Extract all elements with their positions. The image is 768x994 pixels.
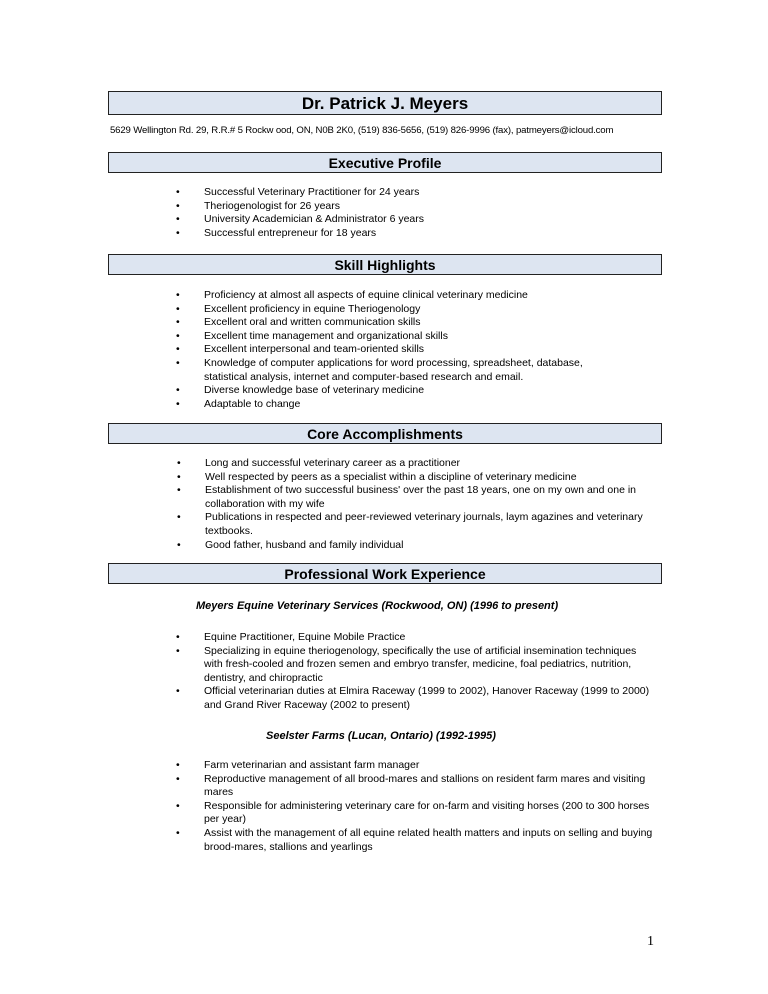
- list-item: • Official veterinarian duties at Elmira Raceway (1999 to 2002), Hanover Raceway (1999 to 2000) and Grand River Raceway (2002 to present): [176, 685, 650, 711]
- list-item: • Knowledge of computer applications for word processing, spreadsheet, database, statistical analysis, internet and computer-based research and email.: [176, 356, 583, 383]
- name-header: [108, 91, 662, 115]
- section-skill-highlights: [108, 254, 662, 275]
- list-item: • Successful Veterinary Practitioner for 24 years: [176, 186, 420, 198]
- section-title: Core Accomplishments: [307, 426, 463, 442]
- list-item: • Well respected by peers as a specialist within a discipline of veterinary medicine: [177, 470, 577, 483]
- list-item: • Excellent proficiency in equine Theriogenology: [176, 302, 421, 315]
- list-item: • Establishment of two successful business' over the past 18 years, one on my own and one in collaboration with my wife: [177, 484, 636, 510]
- list-item: • Farm veterinarian and assistant farm manager: [176, 759, 420, 771]
- section-title: Skill Highlights: [334, 257, 436, 273]
- list-item: • Excellent oral and written communication skills: [176, 316, 421, 329]
- section-title: Professional Work Experience: [284, 566, 486, 582]
- list-item: • Equine Practitioner, Equine Mobile Practice: [176, 631, 406, 643]
- job-duties-list: [176, 631, 656, 713]
- core-accomplishments-list: [177, 457, 663, 552]
- employer-heading: Seelster Farms (Lucan, Ontario) (1992-1995): [266, 730, 496, 742]
- list-item: • University Academician & Administrator 6 years: [176, 213, 425, 226]
- section-core-accomplishments: [108, 423, 662, 444]
- executive-profile-list: [176, 186, 636, 240]
- list-item: • Publications in respected and peer-reviewed veterinary journals, laym agazines and veterinary textbooks.: [177, 511, 643, 537]
- list-item: • Responsible for administering veterinary care for on-farm and visiting horses (200 to 300 horses per year): [176, 799, 650, 826]
- list-item: • Good father, husband and family individual: [177, 538, 404, 551]
- list-item: • Reproductive management of all brood-mares and stallions on resident farm mares and visiting mares: [176, 772, 646, 799]
- list-item: • Excellent time management and organizational skills: [176, 329, 448, 342]
- list-item: • Adaptable to change: [176, 397, 301, 410]
- list-item: • Long and successful veterinary career as a practitioner: [177, 457, 461, 469]
- employer-heading: Meyers Equine Veterinary Services (Rockwood, ON) (1996 to present): [196, 600, 559, 612]
- list-item: • Proficiency at almost all aspects of equine clinical veterinary medicine: [176, 289, 528, 301]
- list-item: • Excellent interpersonal and team-oriented skills: [176, 343, 425, 356]
- page-number: 1: [647, 934, 654, 949]
- job-duties-list: [176, 759, 656, 854]
- list-item: • Diverse knowledge base of veterinary medicine: [176, 384, 425, 397]
- list-item: • Theriogenologist for 26 years: [176, 199, 340, 212]
- section-title: Executive Profile: [328, 155, 442, 171]
- list-item: • Successful entrepreneur for 18 years: [176, 226, 377, 239]
- list-item: • Assist with the management of all equine related health matters and inputs on selling and buying brood-mares, stallions and yearlings: [176, 826, 653, 853]
- skill-highlights-list: [176, 289, 622, 411]
- page-title: Dr. Patrick J. Meyers: [301, 94, 469, 113]
- section-work-experience: [108, 563, 662, 584]
- section-executive-profile: [108, 152, 662, 173]
- list-item: • Specializing in equine theriogenology, specifically the use of artificial insemination techniques with fresh-cooled and frozen semen and embryo transfer, medicine, foal pediatrics, nutrition, dentistry, and chiropractic: [176, 644, 637, 684]
- contact-line: 5629 Wellington Rd. 29, R.R.# 5 Rockw ood, ON, N0B 2K0, (519) 836-5656, (519) 826-9996 (fax), patmeyers@icloud.com: [110, 125, 614, 136]
